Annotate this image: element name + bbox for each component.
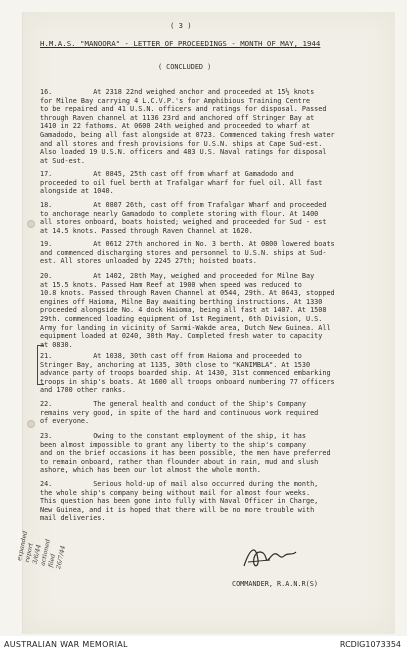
concluded-label: ( CONCLUDED ) xyxy=(158,63,212,71)
handwritten-signature xyxy=(240,538,300,574)
archive-reference: RCDIG1073354 xyxy=(339,640,401,649)
paragraph-20: 20. At 1402, 28th May, weighed and proceeded for Milne Bay at 15.5 knots. Passed Ham Reef at 1900 when speed was reduced to 10.8 knots. Passed through Raven Channel at 0544, 29th. At 0643, stopped engines off Haioma, Milne Bay awaiting berthing instructions. At 1330 proceeded alongside No. 4 dock Haioma, being all fast at 1407. At 1508 29th. commenced loading equipment of 1st Regiment, 6th Division, U.S. Army for landing in vicinity of Sarmi-Wakde area, Dutch New Guinea. All equipment loaded at 0240, 30th May. Completed fresh water to capacity at 0830. xyxy=(40,272,335,349)
paragraph-21: 21. At 1038, 30th cast off from Haioma and proceeded to Stringer Bay, anchoring at 1135, 30th close to "KANIMBLA". At 1530 advance party of troops boarded ship. At 1430, 31st commenced embarking troops in ship's boats. At 1600 all troops onboard numbering 77 officers and 1700 other ranks. xyxy=(40,352,335,395)
paragraph-16: 16. At 2318 22nd weighed anchor and proceeded at 15½ knots for Milne Bay carrying 4 L.C.V.P.'s for Amphibious Training Centre to be repaired and 41 U.S.N. officers and ratings for disposal. Passed through Raven channel at 1136 23rd and anchored off Stringer Bay at 1410 in 22 fathoms. At 0600 24th weighed and proceeded to wharf at Gamadodo, being all fast alongside at 0723. Commenced taking fresh water and all stores and fresh provisions for U.S.N. ships at Cape Sud-est. Also loaded 19 U.S.N. officers and 483 U.S. Naval ratings for disposal at Sud-est. xyxy=(40,88,335,165)
handwritten-margin-note: expanded report 3/6/44 actioned filed 26/7/44 xyxy=(16,530,67,570)
paragraph-24: 24. Serious hold-up of mail also occurred during the month, the whole ship's company being without mail for almost four weeks. This question has been gone into fully with Naval Officer in Charge, New Guinea, and it is hoped that there will be no more trouble with mail deliveries. xyxy=(40,480,319,523)
signature-title: COMMANDER, R.A.N.R(S) xyxy=(232,580,318,588)
paragraph-23: 23. Owing to the constant employment of the ship, it has been almost impossible to grant any liberty to the ship's company and on the brief occasions it has been possible, the men have preferred to remain onboard, rather than flounder about in rain, mud and slush ashore, which has been our lot almost the whole month. xyxy=(40,432,331,475)
paragraph-17: 17. At 0845, 25th cast off from wharf at Gamadodo and proceeded to oil fuel berth at Trafalgar wharf for fuel oil. All fast alongside at 1040. xyxy=(40,170,323,196)
punch-hole xyxy=(27,220,35,228)
paragraph-22: 22. The general health and conduct of the Ship's Company remains very good, in spite of the hard and continuous work required of everyone. xyxy=(40,400,319,426)
punch-hole xyxy=(27,420,35,428)
archive-footer xyxy=(0,636,407,654)
document-heading: H.M.A.S. "MANOORA" - LETTER OF PROCEEDINGS - MONTH OF MAY, 1944 xyxy=(40,39,321,48)
paragraph-18: 18. At 0807 26th, cast off from Trafalgar Wharf and proceeded to anchorage nearly Gamadodo to complete storing with flour. At 1400 all stores onboard, boats hoisted; weighed and proceeded for Sud - est at 14.5 knots. Passed through Raven Channel at 1620. xyxy=(40,201,327,235)
margin-bracket xyxy=(37,345,44,385)
paragraph-19: 19. At 0612 27th anchored in No. 3 berth. At 0800 lowered boats and commenced discharging stores and personnel to U.S.N. ships at Sud- est. All stores unloaded by 2245 27th; hoisted boats. xyxy=(40,240,335,266)
archive-name: AUSTRALIAN WAR MEMORIAL xyxy=(4,640,128,649)
page-number: ( 3 ) xyxy=(170,21,192,30)
